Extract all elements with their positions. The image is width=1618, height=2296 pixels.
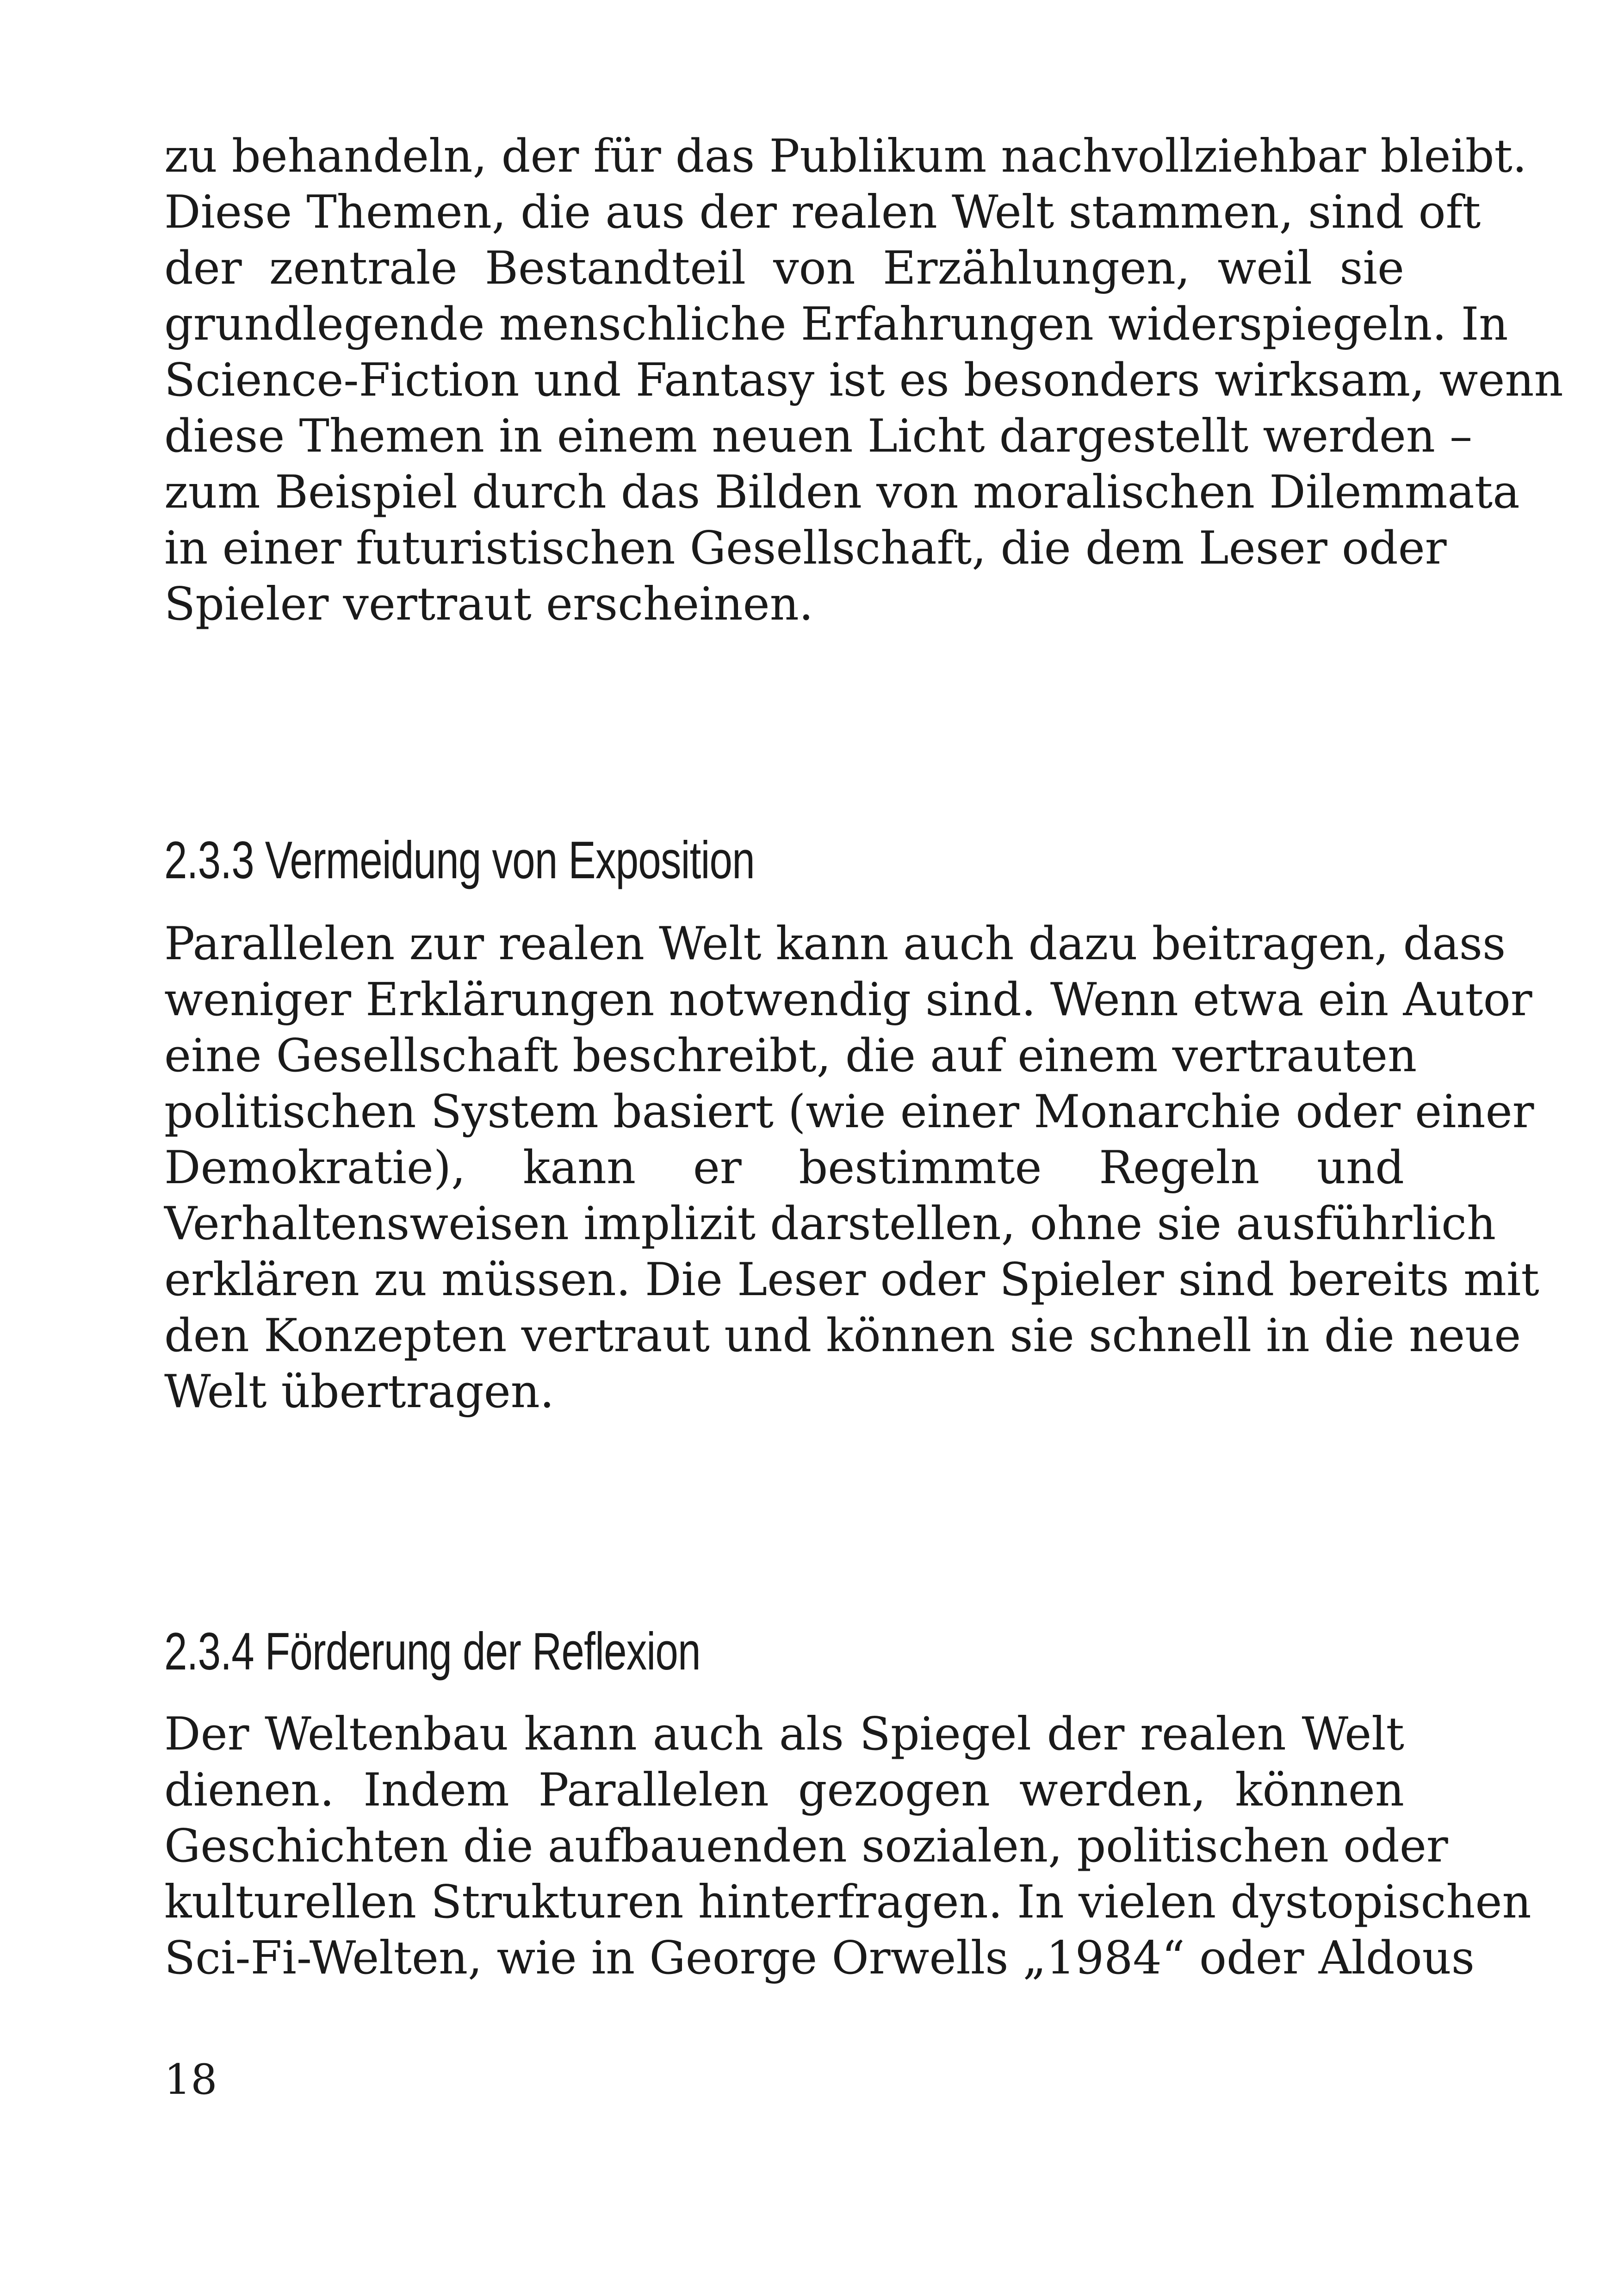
paragraph-line: Science-Fiction und Fantasy ist es besonders wirksam, wenn	[164, 354, 1563, 407]
paragraph-line: Diese Themen, die aus der realen Welt stammen, sind oft	[164, 186, 1481, 239]
paragraph-line: politischen System basiert (wie einer Monarchie oder einer	[164, 1086, 1534, 1138]
paragraph-exposition	[164, 916, 1539, 1420]
paragraph-line: diese Themen in einem neuen Licht dargestellt werden –	[164, 410, 1473, 463]
paragraph-line: kulturellen Strukturen hinterfragen. In vielen dystopischen	[164, 1876, 1531, 1929]
paragraph-line: den Konzepten vertraut und können sie schnell in die neue	[164, 1309, 1521, 1362]
paragraph-line: eine Gesellschaft beschreibt, die auf einem vertrauten	[164, 1030, 1417, 1082]
paragraph-line: in einer futuristischen Gesellschaft, die dem Leser oder	[164, 522, 1447, 575]
section-heading-2-3-3: 2.3.3 Vermeidung von Exposition	[164, 831, 755, 890]
paragraph-line: zu behandeln, der für das Publikum nachvollziehbar bleibt.	[164, 130, 1527, 183]
page-number: 18	[164, 2055, 217, 2104]
paragraph-line: grundlegende menschliche Erfahrungen widerspiegeln. In	[164, 298, 1508, 351]
paragraph-line: weniger Erklärungen notwendig sind. Wenn etwa ein Autor	[164, 974, 1532, 1026]
paragraph-line: Demokratie), kann er bestimmte Regeln und	[164, 1142, 1404, 1194]
paragraph-line: Sci-Fi-Welten, wie in George Orwells „1984“ oder Aldous	[164, 1932, 1475, 1985]
paragraph-line: erklären zu müssen. Die Leser oder Spieler sind bereits mit	[164, 1253, 1539, 1306]
paragraph-line: dienen. Indem Parallelen gezogen werden, können	[164, 1764, 1404, 1817]
paragraph-line: Geschichten die aufbauenden sozialen, politischen oder	[164, 1820, 1448, 1873]
paragraph-line: Spieler vertraut erscheinen.	[164, 578, 813, 631]
paragraph-line: Verhaltensweisen implizit darstellen, ohne sie ausführlich	[164, 1198, 1496, 1250]
paragraph-line: der zentrale Bestandteil von Erzählungen, weil sie	[164, 242, 1404, 295]
paragraph-line: Der Weltenbau kann auch als Spiegel der realen Welt	[164, 1708, 1404, 1761]
paragraph-reflexion	[164, 1706, 1531, 1986]
paragraph-continued	[164, 129, 1563, 633]
section-heading-2-3-4: 2.3.4 Förderung der Reflexion	[164, 1622, 701, 1681]
paragraph-line: Parallelen zur realen Welt kann auch dazu beitragen, dass	[164, 918, 1506, 970]
paragraph-line: Welt übertragen.	[164, 1365, 554, 1418]
paragraph-line: zum Beispiel durch das Bilden von moralischen Dilemmata	[164, 466, 1520, 519]
